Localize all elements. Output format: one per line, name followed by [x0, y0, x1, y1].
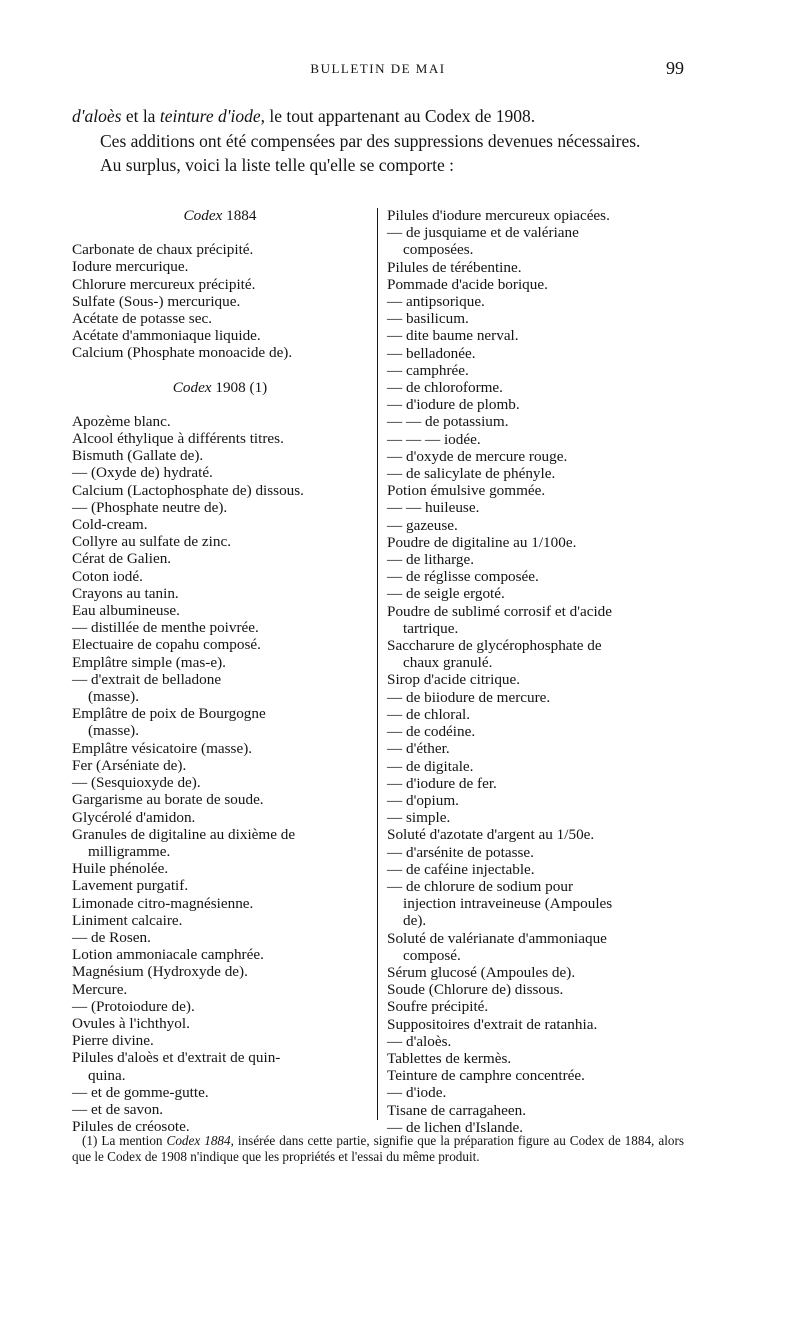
list-item: — d'opium. [387, 791, 459, 809]
list-item: Electuaire de copahu composé. [72, 636, 261, 654]
list-item: Saccharure de glycérophosphate de [387, 637, 602, 655]
list-item: (masse). [88, 722, 140, 740]
list-item: Eau albumineuse. [72, 602, 180, 620]
list-item: tartrique. [403, 619, 459, 637]
codex-1908-heading-year: 1908 (1) [211, 378, 268, 396]
list-item: Granules de digitaline au dixième de [72, 825, 296, 843]
list-item: Sirop d'acide citrique. [387, 671, 521, 689]
list-item: — de salicylate de phényle. [387, 465, 556, 483]
list-item: Pilules de créosote. [72, 1118, 190, 1136]
list-item: — de caféine injectable. [387, 860, 535, 878]
list-item: Pilules de térébentine. [387, 258, 522, 276]
list-item: Huile phénolée. [72, 860, 169, 878]
list-item: — d'éther. [387, 740, 450, 758]
list-item: — (Protoiodure de). [72, 997, 195, 1015]
list-item: — et de gomme-gutte. [72, 1083, 209, 1101]
list-item: — d'arsénite de potasse. [387, 843, 534, 861]
list-item: — de chloroforme. [387, 379, 503, 397]
list-item: Emplâtre de poix de Bourgogne [72, 705, 266, 723]
list-item: — camphrée. [387, 361, 469, 379]
list-item: — de lichen d'Islande. [387, 1118, 524, 1136]
list-item: Soluté de valérianate d'ammoniaque [387, 929, 607, 947]
list-item: Acétate d'ammoniaque liquide. [72, 327, 261, 345]
list-item: — dite baume nerval. [387, 327, 519, 345]
list-item: — gazeuse. [387, 516, 458, 534]
list-item: Iodure mercurique. [72, 258, 189, 276]
column-divider [377, 208, 378, 1120]
list-item: Emplâtre vésicatoire (masse). [72, 739, 253, 757]
list-item: Soude (Chlorure de) dissous. [387, 981, 564, 999]
list-item: — simple. [387, 809, 451, 827]
list-item: — basilicum. [387, 310, 469, 328]
list-item: Poudre de digitaline au 1/100e. [387, 533, 577, 551]
list-item: — d'aloès. [387, 1032, 452, 1050]
list-item: Mercure. [72, 980, 128, 998]
list-item: — (Sesquioxyde de). [72, 774, 201, 792]
list-item: Lavement purgatif. [72, 877, 189, 895]
intro-paragraph [72, 104, 684, 178]
list-item: Cérat de Galien. [72, 550, 172, 568]
list-item: milligramme. [88, 842, 171, 860]
running-title: BULLETIN DE MAI [310, 61, 446, 76]
list-item: Pilules d'aloès et d'extrait de quin- [72, 1049, 281, 1067]
list-item: Crayons au tanin. [72, 584, 179, 602]
list-item: — de codéine. [387, 723, 476, 741]
list-item: quina. [88, 1066, 126, 1084]
list-item: Limonade citro-magnésienne. [72, 894, 254, 912]
list-item: Poudre de sublimé corrosif et d'acide [387, 602, 612, 620]
list-item: Soluté d'azotate d'argent au 1/50e. [387, 826, 595, 844]
list-item: — d'oxyde de mercure rouge. [387, 447, 568, 465]
codex-1908-heading [72, 379, 368, 396]
list-item: Bismuth (Gallate de). [72, 447, 204, 465]
intro-connector: et la [121, 106, 160, 126]
codex-1908-list-continued [387, 207, 685, 1136]
list-item: Soufre précipité. [387, 998, 489, 1016]
list-item: — de digitale. [387, 757, 474, 775]
codex-1884-heading [72, 207, 368, 224]
list-item: Calcium (Lactophosphate de) dissous. [72, 481, 304, 499]
list-item: Magnésium (Hydroxyde de). [72, 963, 248, 981]
footnote-codex-term: Codex 1884 [166, 1133, 231, 1148]
list-item: Suppositoires d'extrait de ratanhia. [387, 1015, 598, 1033]
list-item: — — — iodée. [387, 430, 481, 448]
list-item: — — huileuse. [387, 499, 480, 517]
page-number: 99 [666, 58, 684, 78]
right-column [387, 207, 685, 1136]
intro-aloes-term: d'aloès [72, 106, 122, 126]
list-item: Pilules d'iodure mercureux opiacées. [387, 207, 610, 224]
list-item: — de litharge. [387, 551, 475, 569]
list-item: Lotion ammoniacale camphrée. [72, 946, 264, 964]
list-item: Sérum glucosé (Ampoules de). [387, 963, 576, 981]
list-item: — de Rosen. [72, 928, 151, 946]
codex-1908-list [72, 413, 368, 1136]
list-item: — antipsorique. [387, 293, 485, 311]
list-item: Calcium (Phosphate monoacide de). [72, 344, 293, 362]
list-item: — de jusquiame et de valériane [387, 224, 579, 242]
list-item: Acétate de potasse sec. [72, 310, 212, 328]
list-item: — de seigle ergoté. [387, 585, 505, 603]
list-item: Fer (Arséniate de). [72, 756, 187, 774]
list-item: injection intraveineuse (Ampoules [403, 895, 613, 913]
list-item: Apozème blanc. [72, 412, 171, 430]
left-column [72, 207, 368, 1135]
list-item: — distillée de menthe poivrée. [72, 619, 259, 637]
codex-1884-list [72, 241, 368, 361]
list-item: — d'extrait de belladone [72, 670, 222, 688]
list-item: — de réglisse composée. [387, 568, 539, 586]
list-item: Liniment calcaire. [72, 911, 183, 929]
list-item: Coton iodé. [72, 567, 143, 585]
list-item: Alcool éthylique à différents titres. [72, 430, 284, 448]
list-item: Collyre au sulfate de zinc. [72, 533, 231, 551]
list-item: Pommade d'acide borique. [387, 275, 548, 293]
intro-iodine-term: teinture d'iode [159, 106, 261, 126]
codex-1884-heading-label: Codex [183, 207, 223, 224]
page-header [72, 58, 684, 82]
list-item: — d'iodure de plomb. [387, 396, 520, 414]
list-item: Pierre divine. [72, 1032, 154, 1050]
list-item: composé. [403, 946, 461, 964]
list-item: Gargarisme au borate de soude. [72, 791, 264, 809]
footnote-text-end: , insérée dans cette partie, signifie que la préparation figure au Codex de 1884, alors que le Codex de 1908 n'indique que les propriétés et l'essai du même produit. [72, 1133, 684, 1164]
list-item: Tisane de carragaheen. [387, 1101, 527, 1119]
list-item: Cold-cream. [72, 516, 148, 534]
list-item: — de chloral. [387, 705, 471, 723]
list-item: Glycérolé d'amidon. [72, 808, 196, 826]
list-item: — et de savon. [72, 1100, 164, 1118]
list-item: Teinture de camphre concentrée. [387, 1067, 585, 1085]
list-item: Sulfate (Sous-) mercurique. [72, 292, 241, 310]
list-item: — — de potassium. [387, 413, 509, 431]
list-item: chaux granulé. [403, 654, 493, 672]
list-item: — d'iodure de fer. [387, 774, 497, 792]
footnote-marker: (1) [82, 1133, 98, 1148]
list-item: de). [403, 912, 427, 930]
intro-list-lead: Au surplus, voici la liste telle qu'elle se comporte : [100, 155, 455, 175]
footnote [72, 1133, 684, 1164]
list-item: Chlorure mercureux précipité. [72, 275, 256, 293]
list-item: — belladonée. [387, 344, 476, 362]
list-item: — (Phosphate neutre de). [72, 498, 228, 516]
list-item: — (Oxyde de) hydraté. [72, 464, 213, 482]
list-item: Carbonate de chaux précipité. [72, 241, 254, 259]
list-item: Ovules à l'ichthyol. [72, 1014, 190, 1032]
intro-compensation-sentence: Ces additions ont été compensées par des suppressions devenues nécessaires. [100, 130, 641, 151]
list-item: Tablettes de kermès. [387, 1049, 512, 1067]
list-item: Potion émulsive gommée. [387, 482, 546, 500]
list-item: (masse). [88, 688, 140, 706]
list-item: — de chlorure de sodium pour [387, 877, 574, 895]
footnote-text-start: La mention [97, 1133, 167, 1148]
list-item: — de biiodure de mercure. [387, 688, 551, 706]
codex-1908-heading-label: Codex [172, 378, 212, 396]
list-item: Emplâtre simple (mas-e). [72, 653, 226, 671]
codex-1884-heading-year: 1884 [222, 207, 257, 224]
intro-codex-note: , le tout appartenant au Codex de 1908. [260, 106, 536, 126]
list-item: composées. [403, 241, 474, 259]
list-item: — d'iode. [387, 1084, 447, 1102]
